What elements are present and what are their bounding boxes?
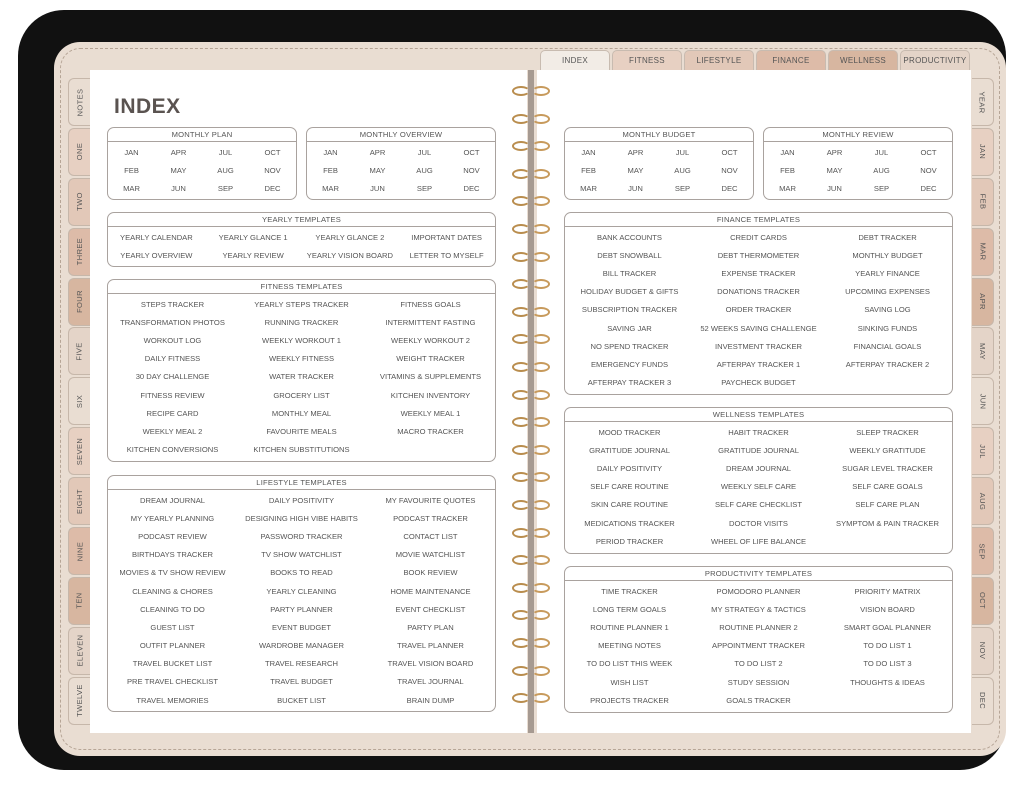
index-link[interactable]: STUDY SESSION [727,677,790,687]
index-link[interactable]: VISION BOARD [860,604,915,614]
index-link[interactable]: MAR [580,183,597,193]
index-link[interactable]: GRATITUDE JOURNAL [589,445,670,455]
index-link[interactable]: NOV [463,165,480,175]
tab-label: SEP [978,542,987,560]
index-link[interactable]: YEARLY GLANCE 2 [315,232,385,242]
index-link[interactable]: JUL [874,147,889,157]
index-link[interactable]: FITNESS REVIEW [140,390,205,400]
index-link[interactable]: DONATIONS TRACKER [717,287,800,297]
index-link[interactable]: DREAM JOURNAL [140,495,205,505]
index-link[interactable]: TRAVEL RESEARCH [264,659,338,669]
month-tab-jan[interactable] [972,128,994,176]
index-link[interactable]: BUCKET LIST [277,695,326,705]
index-link[interactable]: WEEKLY MEAL 1 [400,408,461,418]
tab-label: JUL [977,443,987,459]
index-link[interactable]: APR [170,147,187,157]
section-header: PRODUCTIVITY TEMPLATES [565,567,952,581]
index-link[interactable]: DAILY POSITIVITY [268,495,335,505]
index-link[interactable]: MY FAVOURITE QUOTES [385,495,476,505]
month-tab-jul[interactable] [972,427,994,475]
index-link[interactable]: MAR [779,183,796,193]
index-link[interactable]: ROUTINE PLANNER 1 [590,622,669,632]
index-link[interactable]: HOME MAINTENANCE [390,586,471,596]
index-link[interactable]: YEARLY GLANCE 1 [218,232,288,242]
side-tab-eleven[interactable] [68,627,90,675]
index-link[interactable]: JUL [675,147,690,157]
index-link[interactable]: 52 WEEKS SAVING CHALLENGE [700,323,817,333]
index-link[interactable]: DEC [463,183,480,193]
tab-label: JUN [977,393,987,410]
index-link[interactable]: MY YEARLY PLANNING [130,513,215,523]
index-link[interactable]: DEC [721,183,738,193]
index-link[interactable]: FEB [780,165,795,175]
index-link[interactable]: EVENT BUDGET [272,622,331,632]
tab-label: TWELVE [75,684,84,718]
month-tab-nov[interactable] [972,627,994,675]
index-link[interactable]: BOOK REVIEW [403,568,458,578]
index-link[interactable]: DESIGNING HIGH VIBE HABITS [245,513,358,523]
index-link[interactable]: CLEANING & CHORES [132,586,213,596]
side-tab-three[interactable] [68,228,90,276]
index-link[interactable]: DAILY FITNESS [144,354,201,364]
index-link[interactable]: BIRTHDAYS TRACKER [131,550,214,560]
index-link[interactable]: SELF CARE PLAN [855,500,920,510]
index-link[interactable]: OCT [264,147,281,157]
index-link[interactable]: MACRO TRACKER [397,426,464,436]
section-tabs [540,50,972,70]
index-link[interactable]: PRE TRAVEL CHECKLIST [126,677,218,687]
index-link[interactable]: ORDER TRACKER [725,305,792,315]
tab-label: FIVE [75,342,84,361]
tab-label: MAY [978,343,987,360]
tab-label: NINE [75,541,84,561]
index-link[interactable]: POMODORO PLANNER [716,586,801,596]
tablet-frame [18,10,1006,770]
tab-lifestyle[interactable]: LIFESTYLE [684,50,754,70]
tab-index[interactable]: INDEX [540,50,610,70]
index-link[interactable]: 30 DAY CHALLENGE [135,372,210,382]
index-link[interactable]: ROUTINE PLANNER 2 [719,622,798,632]
tab-label: EIGHT [75,488,85,514]
tab-label: AUG [977,492,987,510]
index-link[interactable]: SKIN CARE ROUTINE [590,500,669,510]
productivity-templates-section [564,566,953,713]
index-link[interactable]: JUL [417,147,432,157]
binding-ring [511,691,551,705]
yearly-templates-section [107,212,496,267]
index-link[interactable]: TRANSFORMATION PHOTOS [120,317,225,327]
tab-label: ONE [74,143,84,161]
binding-ring [511,636,551,650]
month-tab-dec[interactable] [972,677,994,725]
index-link[interactable]: FEB [581,165,596,175]
section-header: MONTHLY PLAN [108,128,296,142]
month-tab-jun[interactable] [972,377,994,425]
tab-label: THREE [75,237,85,266]
monthly-review-section [763,127,953,200]
section-header: MONTHLY BUDGET [565,128,753,142]
index-link[interactable]: BANK ACCOUNTS [597,232,662,242]
section-header: LIFESTYLE TEMPLATES [108,476,495,490]
binding-ring [511,415,551,429]
tab-label: OCT [977,592,987,610]
binding-ring [511,581,551,595]
side-tab-seven[interactable] [68,427,90,475]
index-link[interactable]: YEARLY OVERVIEW [120,250,193,260]
tab-label: TEN [74,592,84,610]
tab-label: YEAR [978,90,987,114]
side-tab-ten[interactable] [68,577,90,625]
index-link[interactable]: WEEKLY GRATITUDE [849,445,926,455]
tab-fitness[interactable]: FITNESS [612,50,682,70]
month-tab-sep[interactable] [972,527,994,575]
side-tab-six[interactable] [68,377,90,425]
index-link[interactable]: RUNNING TRACKER [264,317,339,327]
month-tab-year[interactable] [972,78,994,126]
index-link[interactable]: MAR [123,183,140,193]
index-link[interactable]: JAN [124,147,139,157]
index-link[interactable]: OCT [721,147,738,157]
binding-ring [511,608,551,622]
side-tab-two[interactable] [68,178,90,226]
index-link[interactable]: APPOINTMENT TRACKER [712,641,805,651]
index-link[interactable]: CREDIT CARDS [730,232,787,242]
index-link[interactable]: SLEEP TRACKER [856,427,919,437]
index-link[interactable]: CONTACT LIST [403,531,458,541]
index-link[interactable]: MEDICATIONS TRACKER [584,518,675,528]
index-link[interactable]: WEEKLY WORKOUT 1 [262,335,341,345]
index-link[interactable]: MAR [322,183,339,193]
index-link[interactable]: YEARLY STEPS TRACKER [254,299,349,309]
index-link[interactable]: DEBT TRACKER [858,232,917,242]
section-header: WELLNESS TEMPLATES [565,408,952,422]
index-link[interactable]: DREAM JOURNAL [726,463,791,473]
index-link[interactable]: TV SHOW WATCHLIST [261,550,342,560]
side-tab-nine[interactable] [68,527,90,575]
index-link[interactable]: WEEKLY MEAL 2 [142,426,203,436]
index-link[interactable]: IMPORTANT DATES [411,232,482,242]
index-link[interactable]: WEEKLY SELF CARE [720,482,797,492]
index-link[interactable]: KITCHEN SUBSTITUTIONS [253,445,350,455]
index-link[interactable]: DEBT THERMOMETER [717,250,800,260]
index-link[interactable]: SYMPTOM & PAIN TRACKER [836,518,939,528]
index-link[interactable]: BOOKS TO READ [270,568,333,578]
index-link[interactable]: TRAVEL PLANNER [397,641,464,651]
index-link[interactable]: JAN [581,147,596,157]
tab-label: ELEVEN [75,634,84,667]
index-link[interactable]: JUN [628,183,643,193]
index-link[interactable]: FEB [323,165,338,175]
monthly-budget-section [564,127,754,200]
index-link[interactable]: WHEEL OF LIFE BALANCE [710,536,807,546]
index-link[interactable]: SEP [217,183,234,193]
tab-label: DEC [977,692,987,710]
index-link[interactable]: YEARLY REVIEW [222,250,284,260]
index-link[interactable]: NOV [264,165,281,175]
tab-wellness[interactable]: WELLNESS [828,50,898,70]
index-link[interactable]: RECIPE CARD [146,408,199,418]
binding-ring [511,360,551,374]
index-link[interactable]: PAYCHECK BUDGET [721,378,796,388]
index-link[interactable]: FEB [124,165,139,175]
index-link[interactable]: BILL TRACKER [602,268,657,278]
index-link[interactable]: SEP [873,183,890,193]
index-link[interactable]: SAVING JAR [607,323,652,333]
index-link[interactable]: WORKOUT LOG [143,335,202,345]
index-link[interactable]: TRAVEL BUDGET [270,677,333,687]
index-link[interactable]: APR [369,147,386,157]
index-link[interactable]: VITAMINS & SUPPLEMENTS [379,372,482,382]
index-link[interactable]: PRIORITY MATRIX [854,586,921,596]
month-tab-aug[interactable] [972,477,994,525]
binding-ring [511,112,551,126]
section-header: YEARLY TEMPLATES [108,213,495,227]
index-link[interactable]: AUG [873,165,890,175]
binding-ring [511,194,551,208]
index-link[interactable]: MOOD TRACKER [598,427,661,437]
index-link[interactable]: BRAIN DUMP [406,695,455,705]
binding-ring [511,470,551,484]
index-link[interactable]: DEBT SNOWBALL [597,250,662,260]
index-link[interactable]: JAN [323,147,338,157]
tab-label: TWO [74,192,84,212]
monthly-plan-section [107,127,297,200]
page-title: INDEX [114,95,181,118]
binding-ring [511,305,551,319]
tab-label: NOTES [75,88,84,116]
wellness-templates-section [564,407,953,554]
index-link[interactable]: APR [826,147,843,157]
side-tab-twelve[interactable] [68,677,90,725]
binding-ring [511,332,551,346]
index-link[interactable]: PASSWORD TRACKER [260,531,343,541]
index-link[interactable]: THOUGHTS & IDEAS [850,677,925,687]
index-link[interactable]: KITCHEN CONVERSIONS [126,445,219,455]
side-tab-four[interactable] [68,278,90,326]
index-link[interactable]: FAVOURITE MEALS [266,426,337,436]
tab-label: JAN [978,144,987,160]
index-link[interactable]: TRAVEL MEMORIES [136,695,209,705]
month-tab-oct[interactable] [972,577,994,625]
index-link[interactable]: AUG [674,165,691,175]
index-link[interactable]: YEARLY CLEANING [266,586,337,596]
tab-label: FOUR [75,290,85,313]
index-link[interactable]: DOCTOR VISITS [729,518,788,528]
index-link[interactable]: WARDROBE MANAGER [259,641,344,651]
section-header: FINANCE TEMPLATES [565,213,952,227]
binding-ring [511,84,551,98]
index-link[interactable]: SEP [674,183,691,193]
index-link[interactable]: DEC [920,183,937,193]
index-link[interactable]: AFTERPAY TRACKER 1 [716,359,801,369]
index-link[interactable]: WEEKLY WORKOUT 2 [391,335,470,345]
index-link[interactable]: PODCAST TRACKER [393,513,468,523]
side-tab-one[interactable] [68,128,90,176]
binding-ring [511,167,551,181]
index-link[interactable]: YEARLY CALENDAR [120,232,193,242]
binding-ring [511,388,551,402]
index-link[interactable]: INTERMITTENT FASTING [385,317,476,327]
lifestyle-templates-section [107,475,496,712]
index-link[interactable]: TO DO LIST 2 [734,659,783,669]
index-link[interactable]: JUN [171,183,186,193]
index-link[interactable]: TO DO LIST 3 [863,659,912,669]
index-link[interactable]: EXPENSE TRACKER [721,268,796,278]
index-link[interactable]: YEARLY FINANCE [855,268,920,278]
index-link[interactable]: LONG TERM GOALS [592,604,667,614]
index-link[interactable]: SELF CARE CHECKLIST [715,500,802,510]
index-link[interactable]: SAVING LOG [864,305,911,315]
index-link[interactable]: SUBSCRIPTION TRACKER [581,305,678,315]
empty-cell [823,691,952,709]
index-link[interactable]: SEP [416,183,433,193]
month-tab-mar[interactable] [972,228,994,276]
index-link[interactable]: STEPS TRACKER [140,299,205,309]
index-link[interactable]: AUG [416,165,433,175]
index-link[interactable]: EMERGENCY FUNDS [590,359,669,369]
tab-label: SEVEN [75,437,84,465]
index-link[interactable]: TO DO LIST 1 [863,641,912,651]
index-link[interactable]: CLEANING TO DO [140,604,205,614]
index-link[interactable]: OCT [463,147,480,157]
index-link[interactable]: PROJECTS TRACKER [590,695,669,705]
index-link[interactable]: TRAVEL BUCKET LIST [132,659,213,669]
index-link[interactable]: GUEST LIST [150,622,195,632]
index-link[interactable]: PARTY PLAN [407,622,454,632]
empty-cell [366,441,495,459]
side-tab-notes[interactable] [68,78,90,126]
month-tab-feb[interactable] [972,178,994,226]
side-tab-five[interactable] [68,327,90,375]
section-header: FITNESS TEMPLATES [108,280,495,294]
index-link[interactable]: MAY [627,165,644,175]
index-link[interactable]: PERIOD TRACKER [595,536,664,546]
index-link[interactable]: MONTHLY MEAL [271,408,332,418]
binding-ring [511,139,551,153]
index-link[interactable]: WISH LIST [610,677,649,687]
index-link[interactable]: DEC [264,183,281,193]
index-link[interactable]: UPCOMING EXPENSES [845,287,930,297]
index-link[interactable]: NOV [920,165,937,175]
index-link[interactable]: PARTY PLANNER [270,604,333,614]
index-link[interactable]: MAY [369,165,386,175]
tab-productivity[interactable]: PRODUCTIVITY [900,50,970,70]
index-link[interactable]: NO SPEND TRACKER [590,341,669,351]
binding-ring [511,443,551,457]
index-link[interactable]: MY STRATEGY & TACTICS [711,604,806,614]
section-header: MONTHLY REVIEW [764,128,952,142]
index-link[interactable]: JUN [370,183,385,193]
index-link[interactable]: INVESTMENT TRACKER [714,341,803,351]
index-link[interactable]: JAN [780,147,795,157]
index-link[interactable]: MAY [826,165,843,175]
index-link[interactable]: SELF CARE GOALS [852,482,923,492]
month-tab-may[interactable] [972,327,994,375]
tab-label: SIX [74,394,84,408]
month-tab-apr[interactable] [972,278,994,326]
index-link[interactable]: APR [627,147,644,157]
index-link[interactable]: MOVIES & TV SHOW REVIEW [119,568,226,578]
index-link[interactable]: SELF CARE ROUTINE [590,482,669,492]
binding-ring [511,222,551,236]
side-tab-eight[interactable] [68,477,90,525]
tab-label: MAR [978,242,987,261]
index-link[interactable]: OUTFIT PLANNER [139,641,206,651]
index-link[interactable]: GROCERY LIST [273,390,330,400]
tab-label: FEB [977,193,987,210]
index-link[interactable]: FITNESS GOALS [400,299,461,309]
index-link[interactable]: JUL [218,147,233,157]
index-link[interactable]: PODCAST REVIEW [138,531,207,541]
index-link[interactable]: KITCHEN INVENTORY [390,390,471,400]
index-link[interactable]: YEARLY VISION BOARD [306,250,393,260]
index-link[interactable]: FINANCIAL GOALS [853,341,922,351]
tab-label: NOV [977,642,987,660]
index-link[interactable]: HOLIDAY BUDGET & GIFTS [580,287,679,297]
index-link[interactable]: MOVIE WATCHLIST [395,550,466,560]
index-link[interactable]: EVENT CHECKLIST [395,604,466,614]
index-link[interactable]: TRAVEL VISION BOARD [387,659,474,669]
empty-cell [823,374,952,392]
binding-ring [511,526,551,540]
spiral-binding [511,84,551,714]
index-link[interactable]: MEETING NOTES [598,641,661,651]
index-link[interactable]: GOALS TRACKER [726,695,791,705]
index-link[interactable]: HABIT TRACKER [728,427,789,437]
index-link[interactable]: WATER TRACKER [269,372,334,382]
index-link[interactable]: SUGAR LEVEL TRACKER [842,463,933,473]
tab-finance[interactable]: FINANCE [756,50,826,70]
index-link[interactable]: TIME TRACKER [601,586,658,596]
index-link[interactable]: DAILY POSITIVITY [596,463,663,473]
planner-screen [54,42,1006,756]
section-header: MONTHLY OVERVIEW [307,128,495,142]
index-link[interactable]: WEIGHT TRACKER [396,354,465,364]
index-link[interactable]: SINKING FUNDS [857,323,918,333]
index-link[interactable]: NOV [721,165,738,175]
empty-cell [823,532,952,550]
month-tabs [972,78,994,727]
index-link[interactable]: MAY [170,165,187,175]
notes-tabs [68,78,90,727]
index-link[interactable]: AUG [217,165,234,175]
index-link[interactable]: TRAVEL JOURNAL [397,677,464,687]
index-link[interactable]: JUN [827,183,842,193]
fitness-templates-section [107,279,496,462]
index-link[interactable]: LETTER TO MYSELF [409,250,484,260]
index-link[interactable]: MONTHLY BUDGET [852,250,923,260]
index-link[interactable]: TO DO LIST THIS WEEK [586,659,673,669]
binding-ring [511,664,551,678]
binding-ring [511,277,551,291]
index-link[interactable]: AFTERPAY TRACKER 2 [845,359,930,369]
tab-label: APR [978,293,987,310]
index-link[interactable]: SMART GOAL PLANNER [843,622,932,632]
index-link[interactable]: AFTERPAY TRACKER 3 [587,378,672,388]
binding-ring [511,553,551,567]
index-link[interactable]: OCT [920,147,937,157]
index-link[interactable]: WEEKLY FITNESS [268,354,335,364]
index-link[interactable]: GRATITUDE JOURNAL [718,445,799,455]
monthly-overview-section [306,127,496,200]
finance-templates-section [564,212,953,395]
binding-ring [511,250,551,264]
binding-ring [511,498,551,512]
